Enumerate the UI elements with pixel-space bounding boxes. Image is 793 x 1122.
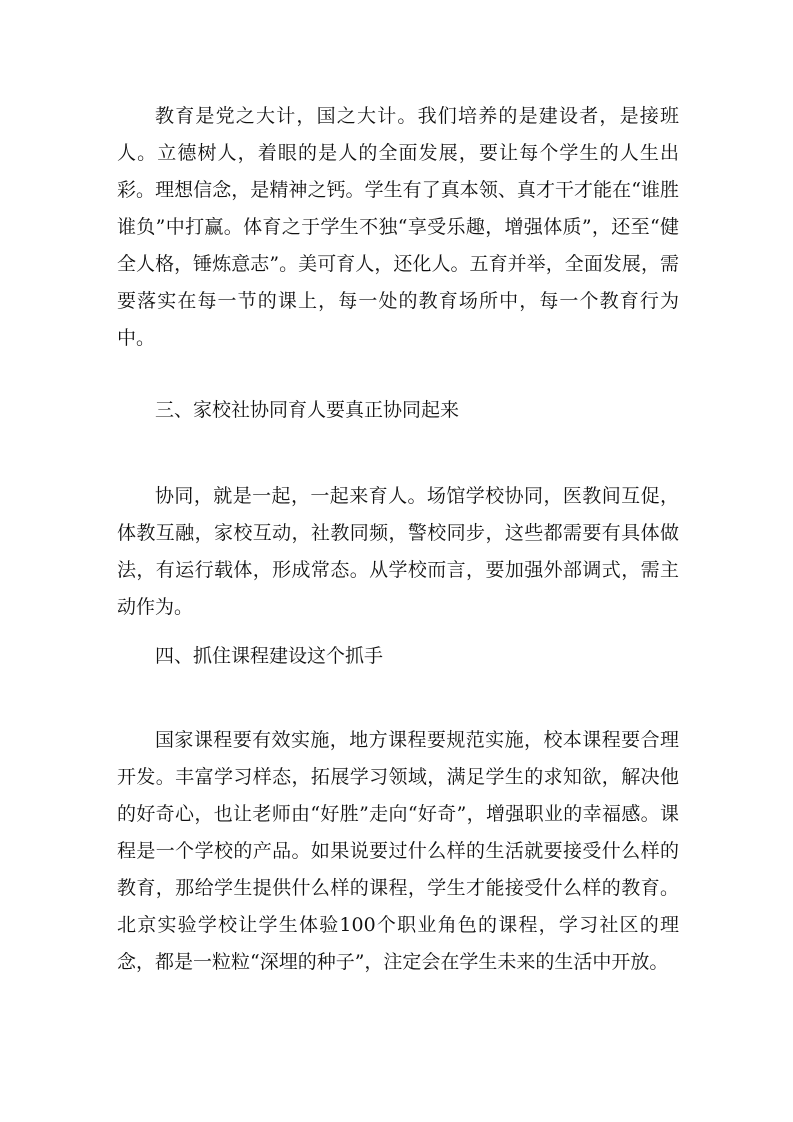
paragraph-collaboration: 协同，就是一起，一起来育人。场馆学校协同，医教间互促，体教互融，家校互动，社教同频，警校同步，这些都需要有具体做法，有运行载体，形成常态。从学校而言，要加强外部调式，需主动作为。 — [117, 485, 679, 618]
paragraph-education-goals: 教育是党之大计，国之大计。我们培养的是建设者，是接班人。立德树人，着眼的是人的全面发展，要让每个学生的人生出彩。理想信念，是精神之钙。学生有了真本领、真才干才能在“谁胜谁负”中打赢。体育之于学生不独“享受乐趣，增强体质”，还至“健全人格，锤炼意志”。美可育人，还化人。五育并举，全面发展，需要落实在每一节的课上，每一处的教育场所中，每一个教育行为中。 — [117, 105, 679, 349]
section-heading-3: 三、家校社协同育人要真正协同起来 — [155, 399, 460, 421]
section-heading-4: 四、抓住课程建设这个抓手 — [155, 645, 384, 667]
paragraph-curriculum: 国家课程要有效实施，地方课程要规范实施，校本课程要合理开发。丰富学习样态，拓展学习领域，满足学生的求知欲，解决他的好奇心，也让老师由“好胜”走向“好奇”，增强职业的幸福感。课程是一个学校的产品。如果说要过什么样的生活就要接受什么样的教育，那给学生提供什么样的课程，学生才能接受什么样的教育。北京实验学校让学生体验100个职业角色的课程，学习社区的理念，都是一粒粒“深埋的种子”，注定会在学生未来的生活中开放。 — [117, 729, 679, 973]
